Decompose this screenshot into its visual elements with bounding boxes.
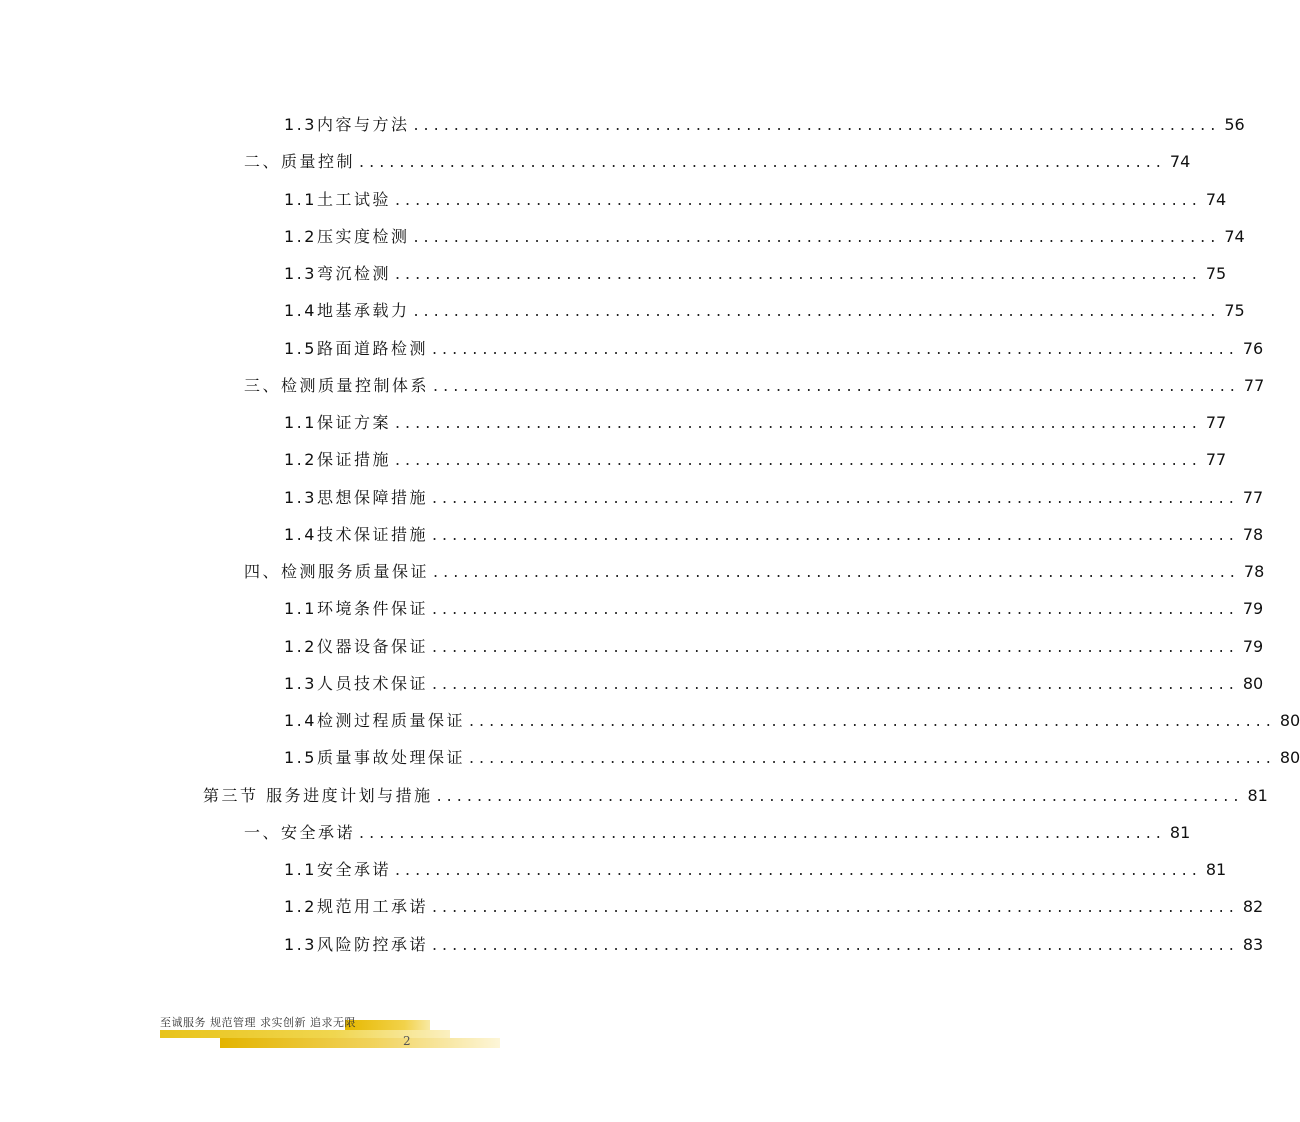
toc-entry[interactable] bbox=[284, 852, 1227, 880]
toc-entry-title: 1.5质量事故处理保证 bbox=[284, 748, 465, 767]
toc-entry-title: 1.2压实度检测 bbox=[284, 227, 410, 246]
toc-dot-leader: ................................................................................ bbox=[359, 823, 1166, 842]
toc-entry-title: 第三节 服务进度计划与措施 bbox=[203, 786, 433, 805]
toc-entry-page: 77 bbox=[1242, 488, 1264, 507]
toc-entry[interactable] bbox=[244, 144, 1191, 172]
toc-entry[interactable] bbox=[284, 703, 1300, 731]
toc-entry[interactable] bbox=[284, 405, 1227, 433]
toc-entry-page: 81 bbox=[1169, 823, 1191, 842]
footer-slogan: 至诚服务 规范管理 求实创新 追求无限 bbox=[160, 1016, 356, 1029]
toc-entry[interactable] bbox=[244, 554, 1265, 582]
toc-entry-page: 78 bbox=[1242, 525, 1264, 544]
toc-entry-page: 78 bbox=[1243, 562, 1265, 581]
toc-entry-title: 1.2规范用工承诺 bbox=[284, 897, 428, 916]
toc-entry-page: 75 bbox=[1205, 264, 1227, 283]
toc-entry-title: 1.3内容与方法 bbox=[284, 115, 410, 134]
toc-dot-leader: ................................................................................ bbox=[394, 190, 1202, 209]
toc-entry[interactable] bbox=[284, 889, 1264, 917]
toc-dot-leader: ................................................................................ bbox=[431, 525, 1239, 544]
toc-entry[interactable] bbox=[244, 815, 1191, 843]
toc-entry[interactable] bbox=[284, 219, 1245, 247]
toc-entry[interactable] bbox=[284, 293, 1245, 321]
toc-entry[interactable] bbox=[244, 368, 1265, 396]
toc-entry-page: 80 bbox=[1279, 748, 1300, 767]
toc-dot-leader: ................................................................................ bbox=[431, 488, 1239, 507]
toc-dot-leader: ................................................................................ bbox=[394, 264, 1202, 283]
toc-dot-leader: ................................................................................ bbox=[394, 413, 1202, 432]
toc-entry[interactable] bbox=[284, 666, 1264, 694]
toc-dot-leader: ................................................................................ bbox=[413, 115, 1221, 134]
toc-dot-leader: ................................................................................ bbox=[431, 674, 1239, 693]
toc-entry-page: 79 bbox=[1242, 599, 1264, 618]
toc-entry-title: 1.1安全承诺 bbox=[284, 860, 391, 879]
toc-entry-title: 1.5路面道路检测 bbox=[284, 339, 428, 358]
toc-entry[interactable] bbox=[284, 740, 1300, 768]
toc-dot-leader: ................................................................................ bbox=[431, 339, 1239, 358]
toc-dot-leader: ................................................................................ bbox=[413, 227, 1221, 246]
toc-entry-page: 82 bbox=[1242, 897, 1264, 916]
toc-entry[interactable] bbox=[284, 517, 1264, 545]
toc-dot-leader: ................................................................................ bbox=[359, 152, 1166, 171]
toc-entry-page: 81 bbox=[1205, 860, 1227, 879]
toc-entry-title: 一、安全承诺 bbox=[244, 823, 356, 842]
toc-dot-leader: ................................................................................ bbox=[431, 599, 1239, 618]
toc-dot-leader: ................................................................................ bbox=[436, 786, 1244, 805]
toc-entry-title: 1.3思想保障措施 bbox=[284, 488, 428, 507]
toc-dot-leader: ................................................................................ bbox=[433, 376, 1240, 395]
toc-entry[interactable] bbox=[284, 629, 1264, 657]
toc-entry-title: 1.2仪器设备保证 bbox=[284, 637, 428, 656]
toc-entry-page: 74 bbox=[1205, 190, 1227, 209]
toc-entry[interactable] bbox=[284, 591, 1264, 619]
toc-entry[interactable] bbox=[284, 182, 1227, 210]
toc-entry-page: 76 bbox=[1242, 339, 1264, 358]
footer-accent-bar bbox=[220, 1038, 500, 1048]
toc-entry[interactable] bbox=[284, 927, 1264, 955]
toc-entry-page: 77 bbox=[1205, 413, 1227, 432]
toc-entry-page: 83 bbox=[1242, 935, 1264, 954]
page-number: 2 bbox=[403, 1034, 411, 1048]
toc-entry-page: 80 bbox=[1242, 674, 1264, 693]
toc-entry-page: 56 bbox=[1224, 115, 1245, 134]
toc-entry-title: 1.1保证方案 bbox=[284, 413, 391, 432]
toc-entry-page: 80 bbox=[1279, 711, 1300, 730]
toc-entry[interactable] bbox=[284, 256, 1227, 284]
toc-dot-leader: ................................................................................ bbox=[433, 562, 1240, 581]
toc-entry-title: 1.2保证措施 bbox=[284, 450, 391, 469]
toc-dot-leader: ................................................................................ bbox=[431, 897, 1239, 916]
toc-entry-title: 1.3弯沉检测 bbox=[284, 264, 391, 283]
toc-entry-page: 77 bbox=[1205, 450, 1227, 469]
toc-entry-page: 79 bbox=[1242, 637, 1264, 656]
toc-entry-title: 1.4检测过程质量保证 bbox=[284, 711, 465, 730]
toc-dot-leader: ................................................................................ bbox=[468, 748, 1276, 767]
toc-entry-title: 1.4地基承载力 bbox=[284, 301, 410, 320]
toc-entry[interactable] bbox=[284, 107, 1245, 135]
toc-entry-page: 74 bbox=[1169, 152, 1191, 171]
toc-entry-title: 1.1环境条件保证 bbox=[284, 599, 428, 618]
toc-entry-title: 四、检测服务质量保证 bbox=[244, 562, 430, 581]
toc-entry-title: 三、检测质量控制体系 bbox=[244, 376, 430, 395]
toc-dot-leader: ................................................................................ bbox=[413, 301, 1221, 320]
toc-entry-title: 1.3风险防控承诺 bbox=[284, 935, 428, 954]
page-footer bbox=[0, 1010, 793, 1070]
toc-dot-leader: ................................................................................ bbox=[394, 450, 1202, 469]
toc-entry-title: 1.4技术保证措施 bbox=[284, 525, 428, 544]
toc-entry-page: 74 bbox=[1224, 227, 1245, 246]
toc-dot-leader: ................................................................................ bbox=[468, 711, 1276, 730]
toc-entry-page: 81 bbox=[1247, 786, 1268, 805]
toc-entry[interactable] bbox=[284, 480, 1264, 508]
toc-entry[interactable] bbox=[203, 778, 1268, 806]
footer-accent-bar bbox=[345, 1020, 430, 1030]
toc-entry-title: 二、质量控制 bbox=[244, 152, 356, 171]
toc-dot-leader: ................................................................................ bbox=[394, 860, 1202, 879]
toc-entry-title: 1.1土工试验 bbox=[284, 190, 391, 209]
toc-entry-page: 77 bbox=[1243, 376, 1265, 395]
toc-dot-leader: ................................................................................ bbox=[431, 637, 1239, 656]
toc-entry-title: 1.3人员技术保证 bbox=[284, 674, 428, 693]
toc-entry[interactable] bbox=[284, 331, 1264, 359]
toc-entry[interactable] bbox=[284, 442, 1227, 470]
toc-dot-leader: ................................................................................ bbox=[431, 935, 1239, 954]
toc-entry-page: 75 bbox=[1224, 301, 1245, 320]
